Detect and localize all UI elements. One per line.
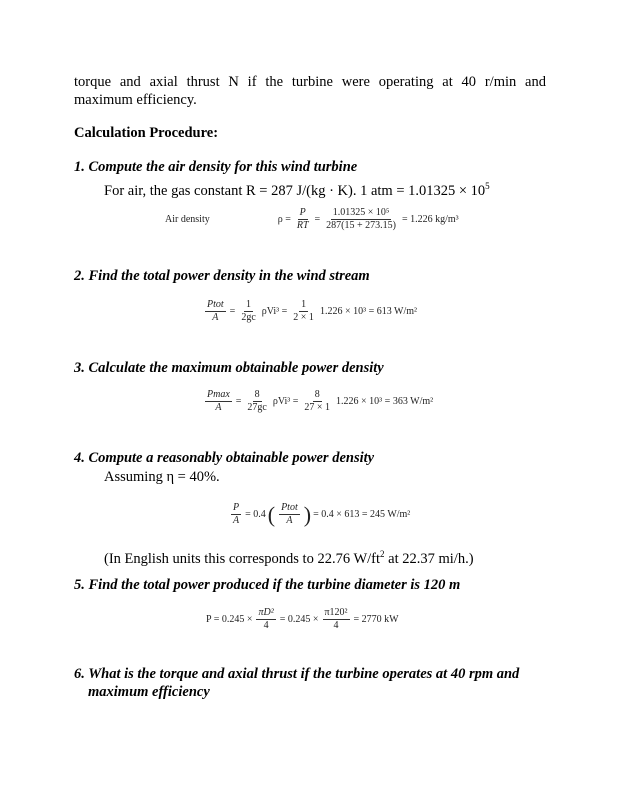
- step-title: Find the total power produced if the turbine diameter is 120 m: [88, 577, 461, 593]
- step-4-text: Assuming η = 40%.: [104, 469, 220, 485]
- fraction: [245, 389, 268, 414]
- eq-part: ρVi³ =: [261, 306, 288, 317]
- english-units-note: [104, 545, 474, 568]
- eq-part: = 0.245 ×: [279, 614, 319, 625]
- equation-label: Air density: [165, 214, 210, 225]
- fraction: [324, 207, 398, 232]
- numerator: Pmax: [207, 389, 230, 400]
- denominator: A: [215, 402, 222, 413]
- denominator: A: [286, 515, 293, 526]
- step-title: Calculate the maximum obtainable power density: [88, 360, 384, 376]
- fraction: [279, 502, 300, 527]
- step-5-heading: [74, 576, 460, 594]
- fraction: [231, 502, 241, 527]
- denominator: A: [233, 515, 240, 526]
- denominator: A: [212, 312, 219, 323]
- step-6-heading-line-2: maximum efficiency: [88, 684, 210, 700]
- step-title: Compute the air density for this wind turbine: [88, 159, 358, 175]
- numerator: 1: [301, 299, 307, 310]
- fraction: [291, 299, 316, 324]
- fraction: [323, 607, 350, 632]
- max-power-density-equation: [203, 389, 433, 414]
- numerator: 1.01325 × 10⁵: [332, 207, 390, 218]
- step-2-heading: [74, 267, 370, 285]
- intro-line-1: torque and axial thrust N if the turbine were operating at 40 r/min and: [74, 74, 546, 90]
- denominator: 2gc: [241, 312, 256, 323]
- numerator: πD²: [258, 607, 274, 618]
- eq-part: =: [235, 396, 242, 407]
- step-title: Find the total power density in the wind stream: [88, 268, 370, 284]
- eq-part: ρ =: [277, 214, 291, 225]
- numerator: 8: [314, 389, 320, 400]
- step-title: Compute a reasonably obtainable power density: [88, 450, 375, 466]
- denominator: 27 × 1: [304, 402, 331, 413]
- step-number: 4.: [74, 450, 85, 466]
- denominator: 287(15 + 273.15): [326, 220, 396, 231]
- numerator: 1: [246, 299, 252, 310]
- intro-line-2: maximum efficiency.: [74, 92, 197, 108]
- denominator: RT: [296, 220, 309, 231]
- eq-part: =: [229, 306, 236, 317]
- step-3-heading: [74, 359, 384, 377]
- step-number: 1.: [74, 159, 85, 175]
- total-power-density-equation: [203, 299, 417, 324]
- procedure-heading: Calculation Procedure:: [74, 125, 219, 141]
- numerator: P: [233, 502, 240, 513]
- step-number: 2.: [74, 268, 85, 284]
- eq-result: = 1.226 kg/m³: [401, 214, 459, 225]
- step-1-heading: [74, 158, 357, 176]
- step-title: What is the torque and axial thrust if the turbine operates at 40 rpm and: [88, 666, 520, 682]
- note-text: (In English units this corresponds to 22.76 W/ft: [104, 550, 381, 567]
- step-6-heading: [74, 665, 519, 683]
- fraction: [205, 299, 226, 324]
- numerator: 8: [254, 389, 260, 400]
- step-number: 5.: [74, 577, 85, 593]
- eq-part: P = 0.245 ×: [206, 614, 253, 625]
- eq-result: 1.226 × 10³ = 613 W/m²: [319, 306, 418, 317]
- eq-part: =: [314, 214, 321, 225]
- eq-result: = 2770 kW: [353, 614, 399, 625]
- eq-part: ρVi³ =: [272, 396, 299, 407]
- step-4-heading: [74, 449, 374, 467]
- step-1-text: [104, 177, 490, 200]
- note-text: at 22.37 mi/h.): [384, 550, 474, 567]
- air-density-equation: [165, 207, 459, 232]
- numerator: Ptot: [281, 502, 298, 513]
- numerator: π120²: [324, 607, 348, 618]
- total-power-equation: [206, 607, 399, 632]
- numerator: Ptot: [207, 299, 224, 310]
- left-paren: (: [267, 501, 276, 527]
- fraction: [239, 299, 257, 324]
- exponent: 2: [380, 549, 385, 559]
- exponent: 5: [485, 181, 490, 191]
- denominator: 4: [333, 620, 339, 631]
- eq-result: 1.226 × 10³ = 363 W/m²: [336, 396, 434, 407]
- right-paren: ): [303, 501, 312, 527]
- denominator: 27gc: [247, 402, 267, 413]
- step-number: 3.: [74, 360, 85, 376]
- fraction: [302, 389, 332, 414]
- step-number: 6.: [74, 666, 85, 682]
- fraction: [295, 207, 311, 232]
- eq-part: = 0.4: [245, 509, 266, 520]
- obtainable-power-density-equation: [229, 502, 410, 527]
- denominator: 4: [263, 620, 269, 631]
- denominator: 2 × 1: [293, 312, 314, 323]
- gas-constant-text: For air, the gas constant R = 287 J/(kg · K). 1 atm = 1.01325 × 10: [104, 182, 486, 199]
- fraction: [256, 607, 275, 632]
- fraction: [205, 389, 232, 414]
- eq-result: = 0.4 × 613 = 245 W/m²: [313, 509, 411, 520]
- numerator: P: [299, 207, 306, 218]
